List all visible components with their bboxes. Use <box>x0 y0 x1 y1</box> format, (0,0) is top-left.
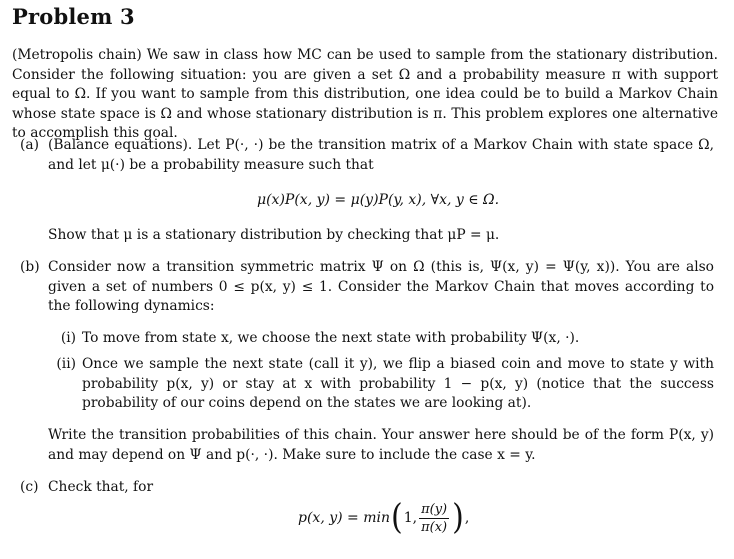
intro-paragraph: (Metropolis chain) We saw in class how MC can be used to sample from the stationary distribution. Consider the following situation: you are given a set Ω and a probability measure π with support equal to Ω. If you want to sample from this distribution, one idea could be to build a Markov Chain whose state space is Ω and whose stationary distribution is π. This problem explores one alternative to accomplish this goal. <box>12 47 718 142</box>
left-paren: ( <box>391 497 403 538</box>
part-a-text: (Balance equations). Let P(·, ·) be the transition matrix of a Markov Chain with state space Ω, and let μ(·) be a probability measure such that <box>48 137 714 173</box>
equation-one: 1, <box>403 510 418 526</box>
part-b <box>20 258 714 317</box>
part-b-followup: Write the transition probabilities of this chain. Your answer here should be of the form P(x, y) and may depend on Ψ and p(·, ·). Make sure to include the case x = y. <box>48 427 714 463</box>
subitem-ii-label: (ii) <box>56 356 76 372</box>
fraction <box>419 502 449 535</box>
part-a-followup: Show that μ is a stationary distribution by checking that μP = μ. <box>48 227 500 243</box>
part-c <box>20 478 714 498</box>
part-c-label: (c) <box>20 479 39 495</box>
subitem-i-label: (i) <box>60 330 76 346</box>
part-a-label: (a) <box>20 137 39 153</box>
equation-tail: , <box>464 510 470 526</box>
fraction-numerator: π(y) <box>421 501 448 517</box>
subitem-i-text: To move from state x, we choose the next state with probability Ψ(x, ·). <box>82 330 580 346</box>
part-b-label: (b) <box>20 259 40 275</box>
fraction-denominator: π(x) <box>421 519 448 535</box>
part-a <box>20 136 714 175</box>
balance-equation: μ(x)P(x, y) = μ(y)P(y, x), ∀x, y ∈ Ω. <box>257 192 500 208</box>
list-item <box>50 329 714 349</box>
subitem-ii-text: Once we sample the next state (call it y), we flip a biased coin and move to state y with probability p(x, y) or stay at x with probability 1 − p(x, y) (notice that the success probability of our coins depend on the states we are looking at). <box>82 356 714 412</box>
part-c-text: Check that, for <box>48 479 154 495</box>
part-b-text: Consider now a transition symmetric matrix Ψ on Ω (this is, Ψ(x, y) = Ψ(y, x)). You are also given a set of numbers 0 ≤ p(x, y) ≤ 1. Consider the Markov Chain that moves according to the following dynamics: <box>48 259 714 315</box>
right-paren: ) <box>452 497 464 538</box>
problem-title: Problem 3 <box>12 4 135 29</box>
metropolis-equation <box>298 496 469 540</box>
equation-lhs: p(x, y) = min <box>298 510 390 526</box>
list-item <box>50 355 714 414</box>
